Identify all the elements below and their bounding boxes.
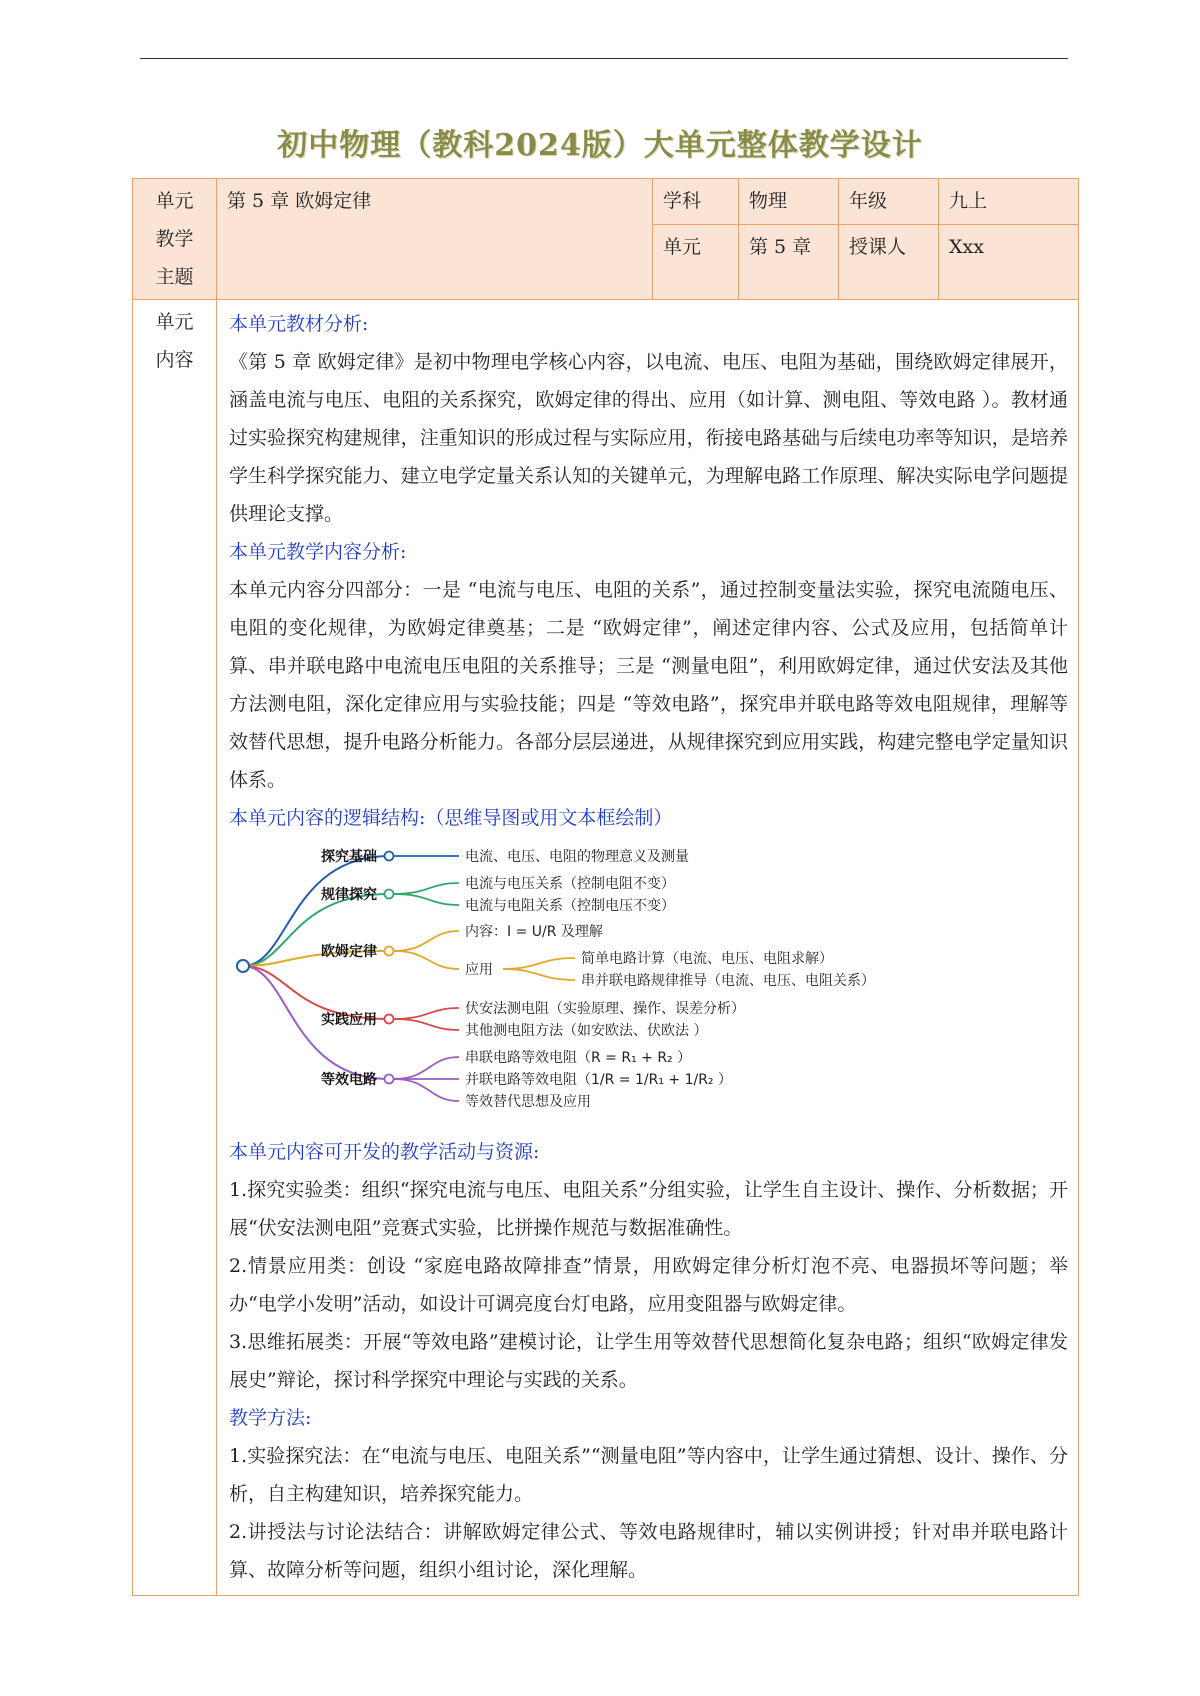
teacher-value: Xxx bbox=[939, 224, 1079, 299]
subject-label: 学科 bbox=[653, 179, 739, 225]
textbook-analysis-text: 《第 5 章 欧姆定律》是初中物理电学核心内容，以电流、电压、电阻为基础，围绕欧姆定律展开，涵盖电流与电压、电阻的关系探究，欧姆定律的得出、应用（如计算、测电阻、等效电路 ）。教材通过实验探究构建规律，注重知识的形成过程与实际应用，衔接电路基础与后续电功率等知识，是培养学生科学探究能力、建立电学定量关系认知的关键单元，为理解电路工作原理、解决实际电学问题提供理论支撑。 bbox=[229, 351, 1068, 525]
unit-content-cell bbox=[217, 300, 1079, 1596]
mindmap-branch-1-node bbox=[385, 852, 394, 861]
mindmap-branch-5: 等效电路 bbox=[321, 1072, 377, 1088]
mindmap-b4-link-1 bbox=[394, 1008, 459, 1019]
mindmap-branch-3: 欧姆定律 bbox=[321, 944, 377, 960]
method-2: 2.讲授法与讨论法结合：讲解欧姆定律公式、等效电路规律时，辅以实例讲授；针对串并联电路计算、故障分析等问题，组织小组讨论，深化理解。 bbox=[229, 1521, 1068, 1581]
mindmap-b3-sub-leaf-1: 简单电路计算（电流、电压、电阻求解） bbox=[581, 951, 833, 967]
activity-2: 2.情景应用类：创设 “家庭电路故障排查”情景，用欧姆定律分析灯泡不亮、电器损坏等问题；举办“电学小发明”活动，如设计可调亮度台灯电路，应用变阻器与欧姆定律。 bbox=[229, 1255, 1068, 1315]
unit-label: 单元 bbox=[653, 224, 739, 299]
mindmap-b1-leaf-1: 电流、电压、电阻的物理意义及测量 bbox=[465, 849, 689, 865]
mindmap-b2-link-2 bbox=[394, 894, 459, 905]
unit-content-label: 单元内容 bbox=[133, 300, 217, 1596]
subject-value: 物理 bbox=[739, 179, 839, 225]
mindmap-b3-sub-link-1 bbox=[503, 958, 575, 969]
activity-3: 3.思维拓展类：开展“等效电路”建模讨论，让学生用等效替代思想简化复杂电路；组织“欧姆定律发展史”辩论，探讨科学探究中理论与实践的关系。 bbox=[229, 1331, 1068, 1391]
mindmap-b2-link-1 bbox=[394, 883, 459, 894]
unit-value: 第 5 章 bbox=[739, 224, 839, 299]
activities-heading: 本单元内容可开发的教学活动与资源: bbox=[229, 1141, 540, 1163]
unit-theme-value: 第 5 章 欧姆定律 bbox=[217, 179, 653, 300]
grade-value: 九上 bbox=[939, 179, 1079, 225]
mindmap-branch-1: 探究基础 bbox=[321, 849, 377, 865]
activity-1: 1.探究实验类：组织“探究电流与电压、电阻关系”分组实验，让学生自主设计、操作、分析数据；开展“伏安法测电阻”竞赛式实验，比拼操作规范与数据准确性。 bbox=[229, 1179, 1068, 1239]
method-1: 1.实验探究法：在“电流与电压、电阻关系”“测量电阻”等内容中，让学生通过猜想、设计、操作、分析，自主构建知识，培养探究能力。 bbox=[229, 1445, 1068, 1505]
mindmap-b5-leaf-3: 等效替代思想及应用 bbox=[465, 1094, 591, 1110]
mindmap-b3-sub: 应用 bbox=[465, 962, 493, 978]
mindmap-b5-link-3 bbox=[394, 1079, 459, 1101]
mindmap-b5-link-1 bbox=[394, 1057, 459, 1079]
header-rule bbox=[140, 58, 1068, 59]
unit-theme-label: 单元教学主题 bbox=[133, 179, 217, 300]
mindmap-b4-leaf-1: 伏安法测电阻（实验原理、操作、误差分析） bbox=[465, 1001, 745, 1017]
mindmap-b3-sub-leaf-2: 串并联电路规律推导（电流、电压、电阻关系） bbox=[581, 973, 875, 989]
mindmap-b5-leaf-1: 串联电路等效电阻（R = R₁ + R₂ ） bbox=[465, 1050, 692, 1066]
mindmap-branch-2-node bbox=[385, 890, 394, 899]
mindmap-b3-sub-link-2 bbox=[503, 969, 575, 980]
mindmap-b3-link-2 bbox=[394, 951, 459, 969]
mindmap-b4-link-2 bbox=[394, 1019, 459, 1030]
mindmap-b2-leaf-1: 电流与电压关系（控制电阻不变） bbox=[465, 876, 675, 892]
mindmap-b5-leaf-2: 并联电路等效电阻（1/R = 1/R₁ + 1/R₂ ） bbox=[465, 1072, 732, 1088]
mindmap-branch-5-node bbox=[385, 1075, 394, 1084]
mindmap-b3-link-1 bbox=[394, 931, 459, 951]
mindmap-branch-3-node bbox=[385, 947, 394, 956]
mindmap-branch-2: 规律探究 bbox=[321, 887, 377, 903]
mindmap-branch-4: 实践应用 bbox=[321, 1012, 377, 1028]
lesson-plan-table bbox=[132, 178, 1079, 1596]
logic-structure-heading: 本单元内容的逻辑结构:（思维导图或用文本框绘制） bbox=[229, 807, 673, 829]
logic-mindmap bbox=[229, 839, 1109, 1129]
grade-label: 年级 bbox=[839, 179, 939, 225]
mindmap-b2-leaf-2: 电流与电阻关系（控制电压不变） bbox=[465, 898, 675, 914]
content-analysis-text: 本单元内容分四部分：一是 “电流与电压、电阻的关系”，通过控制变量法实验，探究电流随电压、电阻的变化规律，为欧姆定律奠基；二是 “欧姆定律”，阐述定律内容、公式及应用，包括简单计算、串并联电路中电流电压电阻的关系推导；三是 “测量电阻”，利用欧姆定律，通过伏安法及其他方法测电阻，深化定律应用与实验技能；四是 “等效电路”，探究串并联电路等效电阻规律，理解等效替代思想，提升电路分析能力。各部分层层递进，从规律探究到应用实践，构建完整电学定量知识体系。 bbox=[229, 579, 1068, 791]
methods-heading: 教学方法: bbox=[229, 1407, 312, 1429]
document-title: 初中物理（教科2024版）大单元整体教学设计 bbox=[277, 128, 923, 163]
mindmap-b3-leaf-1: 内容：I = U/R 及理解 bbox=[465, 924, 603, 940]
mindmap-root-node bbox=[237, 960, 249, 972]
teacher-label: 授课人 bbox=[839, 224, 939, 299]
content-analysis-heading: 本单元教学内容分析: bbox=[229, 541, 407, 563]
mindmap-branch-4-node bbox=[385, 1015, 394, 1024]
mindmap-b4-leaf-2: 其他测电阻方法（如安欧法、伏欧法 ） bbox=[465, 1023, 708, 1039]
textbook-analysis-heading: 本单元教材分析: bbox=[229, 313, 369, 335]
